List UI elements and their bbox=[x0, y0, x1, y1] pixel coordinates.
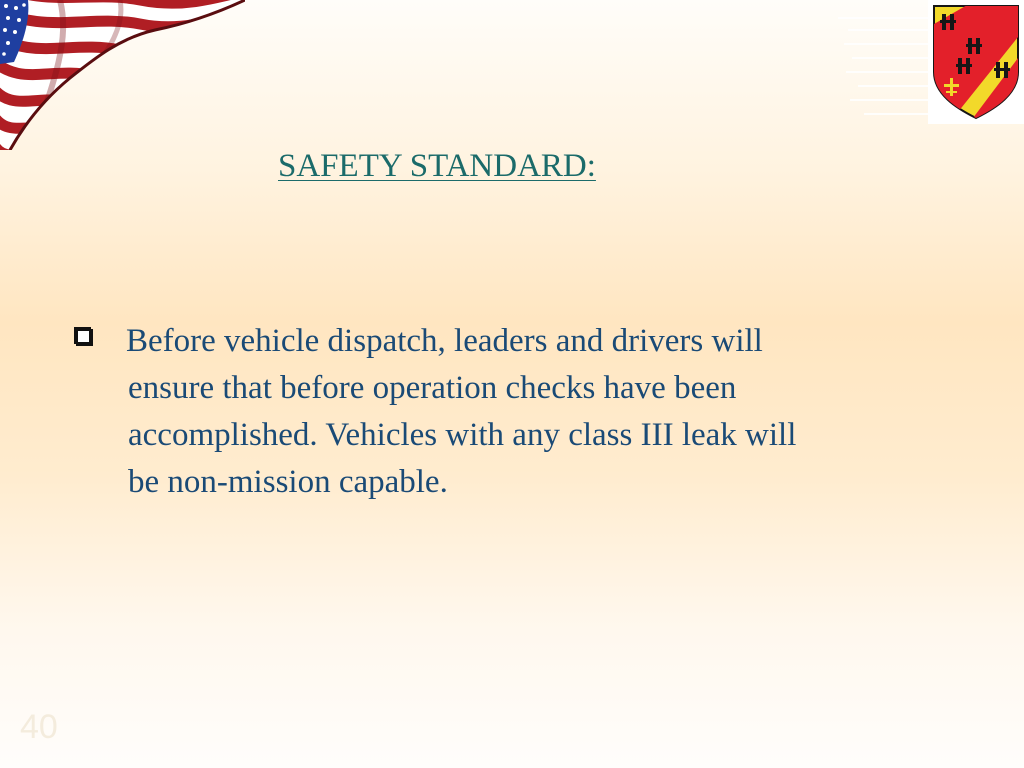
unit-crest-icon bbox=[930, 2, 1022, 122]
bullet-line: ensure that before operation checks have been bbox=[128, 370, 737, 406]
bullet-item bbox=[70, 318, 970, 506]
american-flag-icon bbox=[0, 0, 245, 150]
slide-number: 40 bbox=[20, 708, 58, 746]
bullet-line: Before vehicle dispatch, leaders and drivers will bbox=[126, 323, 763, 359]
page-title: SAFETY STANDARD: bbox=[278, 148, 596, 184]
decorative-lines bbox=[838, 8, 934, 148]
hollow-square-bullet-icon bbox=[74, 327, 94, 347]
unit-crest bbox=[928, 0, 1024, 124]
bullet-line: be non-mission capable. bbox=[128, 464, 448, 500]
bullet-text bbox=[70, 318, 970, 506]
bullet-line: accomplished. Vehicles with any class III leak will bbox=[128, 417, 797, 453]
